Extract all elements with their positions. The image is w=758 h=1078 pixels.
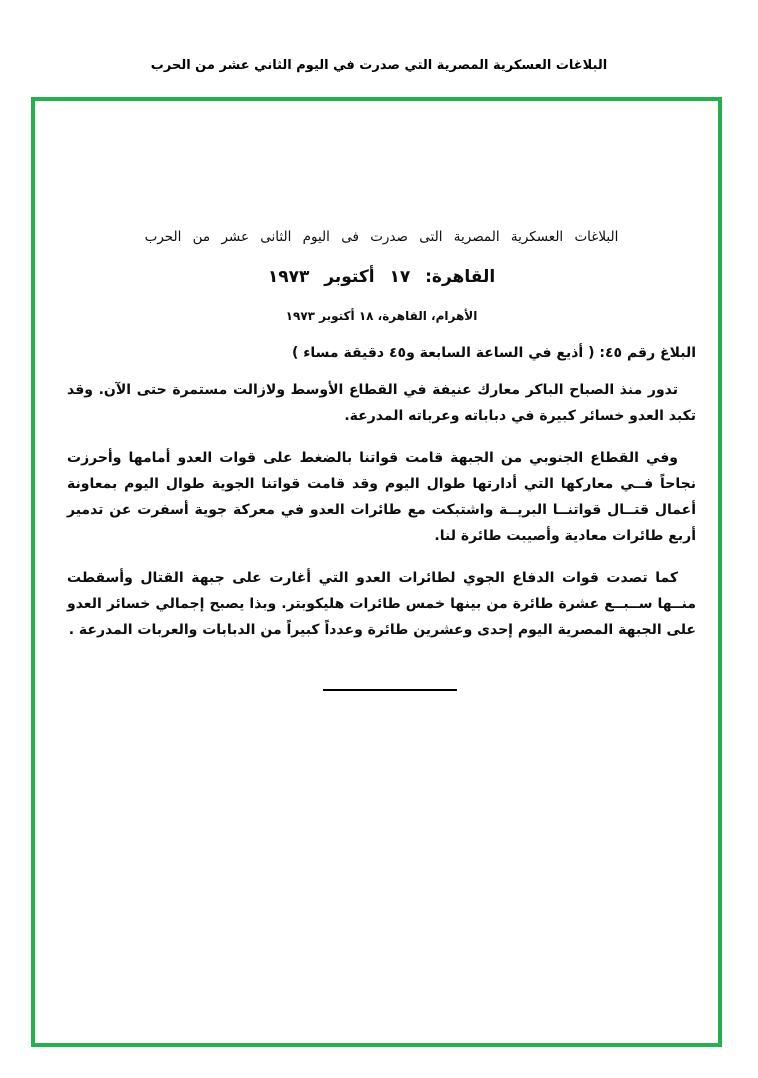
- communique-header: البلاغ رقم ٤٥: ( أذيع في الساعة السابعة و٤٥ دقيقة مساء ): [292, 345, 696, 361]
- page-title: البلاغات العسكرية المصرية التي صدرت في اليوم الثاني عشر من الحرب: [150, 58, 608, 73]
- paragraph: كما تصدت قوات الدفاع الجوي لطائرات العدو التي أغارت على جبهة القتال وأسقطت منــها ســبــع عشرة طائرة من بينها خمس طائرات هليكوبتر. وبذا يصبح إجمالي خسائر العدو على الجبهة المصرية اليوم إحدى وعشرين طائرة وعدداً كبيراً من الدبابات والعربات المدرعة .: [67, 570, 696, 638]
- paragraph: وفي القطاع الجنوبي من الجبهة قامت قواتنا بالضغط على قوات العدو أمامها وأحرزت نجاحاً فــي معاركها التي أدارتها طوال اليوم وقد قامت قواتنا الجوية طوال اليوم بمعاونة أعمال قتــال قواتنــا البريــة واشتبكت مع طائرات العدو في معركة جوية أسفرت عن تدمير أربع طائرات معادية وأصيبت طائرة لنا.: [67, 450, 696, 544]
- document-title: البلاغات العسكرية المصرية التى صدرت فى اليوم الثانى عشر من الحرب: [144, 229, 619, 245]
- document-source-line: الأهرام، القاهرة، ١٨ أكتوبر ١٩٧٣: [285, 309, 478, 323]
- document-dateline: القاهرة: ١٧ أكتوبر ١٩٧٣: [267, 267, 496, 287]
- document-frame: [31, 97, 722, 1047]
- paragraph: تدور منذ الصباح الباكر معارك عنيفة في القطاع الأوسط ولازالت مستمرة حتى الآن. وقد تكبد العدو خسائر كبيرة في دباباته وعرباته المدرعة.: [67, 382, 696, 424]
- document-scan: [35, 101, 718, 691]
- end-divider: [323, 689, 457, 691]
